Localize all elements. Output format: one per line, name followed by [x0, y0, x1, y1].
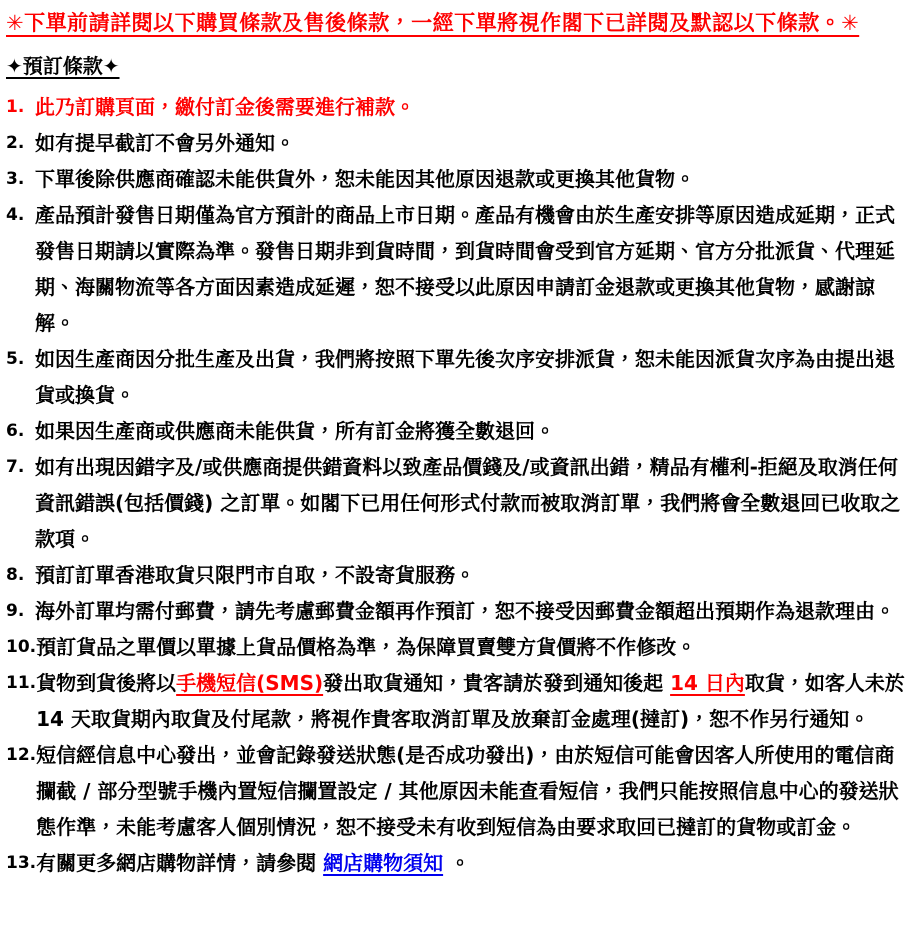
term-text: 預訂貨品之單價以單據上貨品價格為準，為保障買賣雙方貨價將不作修改。: [36, 635, 697, 659]
term-number: 12.: [6, 745, 37, 765]
term-number: 3.: [6, 169, 25, 189]
term-number: 4.: [6, 205, 25, 225]
term-item-11: [6, 665, 907, 737]
term-item-12: [6, 737, 907, 845]
term-text: 下單後除供應商確認未能供貨外，恕未能因其他原因退款或更換其他貨物。: [35, 167, 695, 191]
term-item-6: [6, 413, 907, 449]
term-item-1: [6, 89, 907, 125]
term-text: 如有出現因錯字及/或供應商提供錯資料以致產品價錢及/或資訊出錯，精品有權利-拒絕及取消任何資訊錯誤(包括價錢) 之訂單。如閣下已用任何形式付款而被取消訂單，我們將會全數退回已收取之款項。: [35, 455, 901, 551]
term-text: 預訂訂單香港取貨只限門市自取，不設寄貨服務。: [35, 563, 475, 587]
term-item-8: [6, 557, 907, 593]
pickup-deadline-emphasis: 14 日內: [670, 671, 745, 695]
term-item-13: [6, 845, 907, 881]
term-text-segment: 取貨，如客人未於 14 天取貨期內取貨及付尾款，將視作貴客取消訂單及放棄訂金處理(撻訂)，恕不作另行通知。: [36, 671, 905, 731]
term-number: 2.: [6, 133, 25, 153]
term-item-10: [6, 629, 907, 665]
term-item-9: [6, 593, 907, 629]
term-number: 6.: [6, 421, 25, 441]
terms-page: [6, 8, 907, 881]
term-text-segment: 有關更多網店購物詳情，請參閱: [36, 851, 324, 875]
term-text-segment: 貨物到貨後將以: [36, 671, 177, 695]
shop-guide-link[interactable]: 網店購物須知: [323, 851, 444, 875]
term-item-3: [6, 161, 907, 197]
term-text-segment: 。: [443, 851, 471, 875]
preorder-terms-title: ✦預訂條款✦: [6, 54, 120, 78]
terms-list: [6, 89, 907, 881]
term-text: 海外訂單均需付郵費，請先考慮郵費金額再作預訂，恕不接受因郵費金額超出預期作為退款理由。: [35, 599, 895, 623]
term-number: 5.: [6, 349, 25, 369]
term-text: 如果因生產商或供應商未能供貨，所有訂金將獲全數退回。: [35, 419, 555, 443]
term-text: 如有提早截訂不會另外通知。: [35, 131, 295, 155]
term-text-segment: 發出取貨通知，貴客請於發到通知後起: [323, 671, 671, 695]
term-number: 10.: [6, 637, 37, 657]
term-number: 9.: [6, 601, 25, 621]
term-item-4: [6, 197, 907, 341]
term-number: 11.: [6, 673, 37, 693]
term-text: 產品預計發售日期僅為官方預計的商品上市日期。產品有機會由於生產安排等原因造成延期，正式發售日期請以實際為準。發售日期非到貨時間，到貨時間會受到官方延期、官方分批派貨、代理延期、海關物流等各方面因素造成延遲，恕不接受以此原因申請訂金退款或更換其他貨物，感謝諒解。: [35, 203, 895, 335]
term-text: 此乃訂購頁面，繳付訂金後需要進行補款。: [35, 95, 415, 119]
term-item-2: [6, 125, 907, 161]
term-item-5: [6, 341, 907, 413]
term-text: [36, 665, 907, 737]
purchase-notice-header: ✳下單前請詳閱以下購買條款及售後條款，一經下單將視作閣下已詳閱及默認以下條款。✳: [6, 11, 860, 35]
term-number: 1.: [6, 97, 25, 117]
term-text: [36, 845, 907, 881]
term-number: 13.: [6, 853, 37, 873]
sms-notice-emphasis: 手機短信(SMS): [176, 671, 324, 695]
term-text: 如因生產商因分批生產及出貨，我們將按照下單先後次序安排派貨，恕未能因派貨次序為由提出退貨或換貨。: [35, 347, 895, 407]
term-text: 短信經信息中心發出，並會記錄發送狀態(是否成功發出)，由於短信可能會因客人所使用的電信商攔截 / 部分型號手機內置短信攔置設定 / 其他原因未能查看短信，我們只能按照信息中心的發送狀態作準，未能考慮客人個別情況，恕不接受未有收到短信為由要求取回已撻訂的貨物或訂金。: [36, 743, 899, 839]
term-number: 8.: [6, 565, 25, 585]
term-number: 7.: [6, 457, 25, 477]
term-item-7: [6, 449, 907, 557]
